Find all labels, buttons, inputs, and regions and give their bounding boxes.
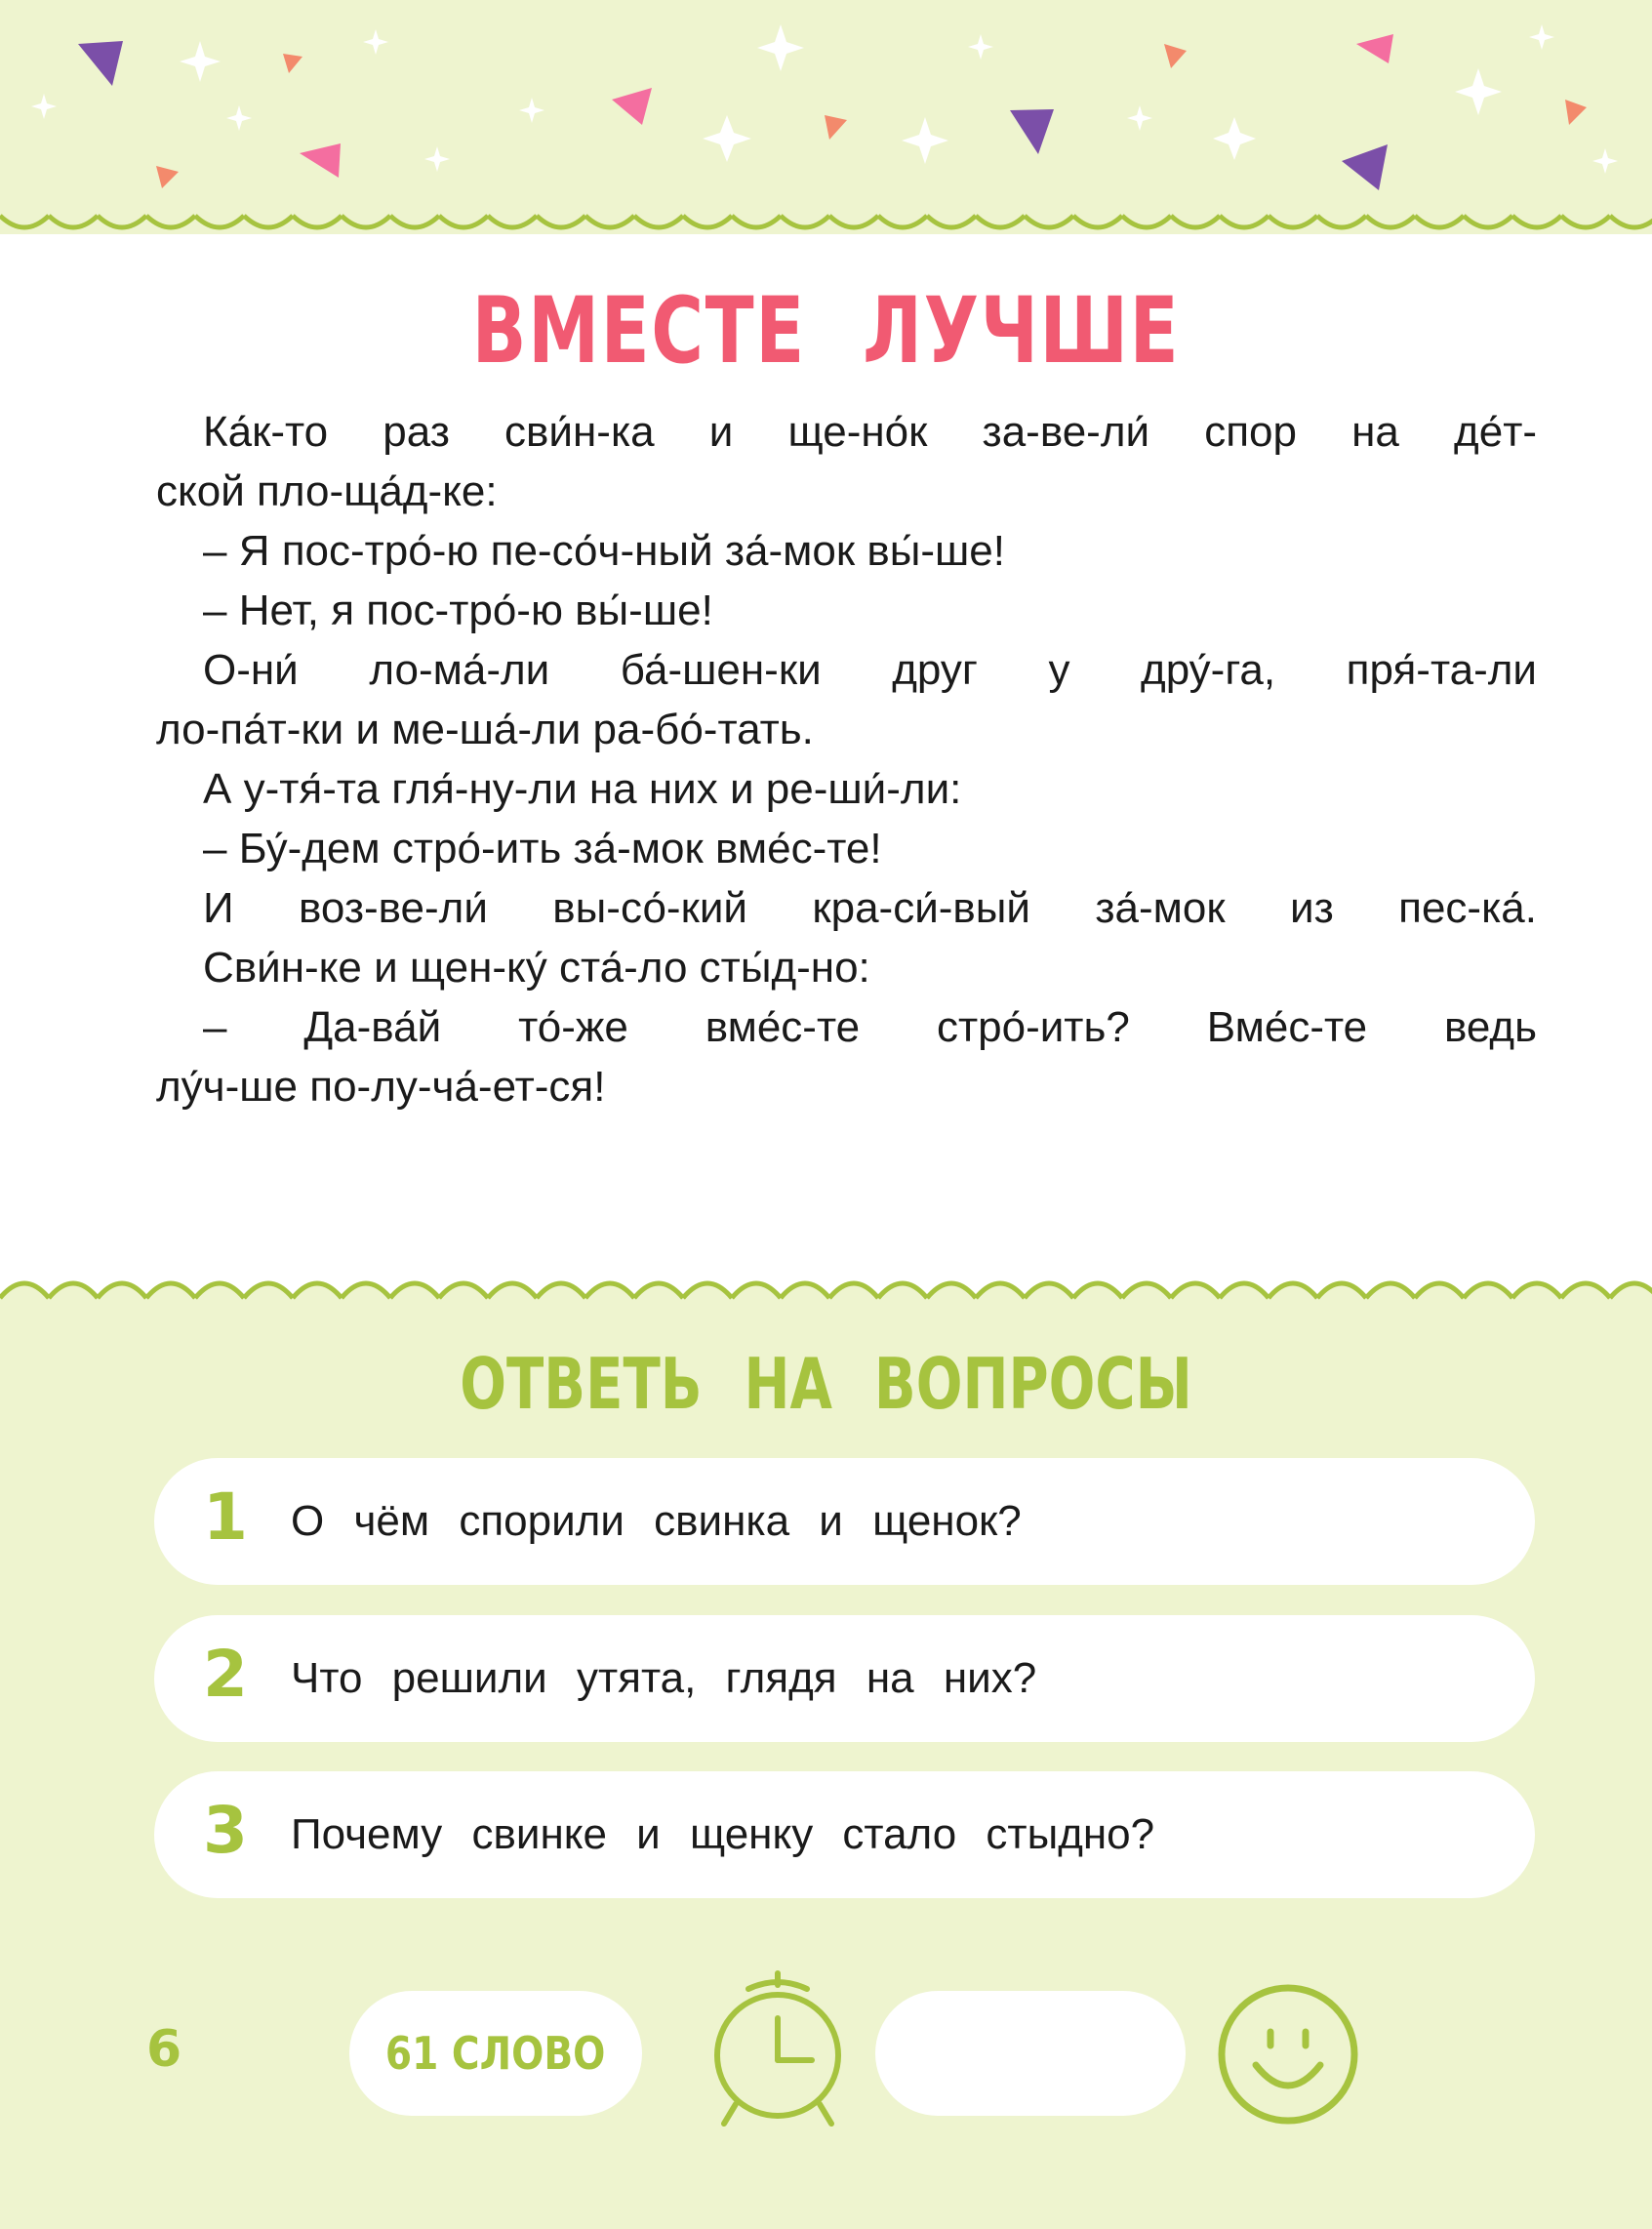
question-text: Что решили утята, глядя на них? [291, 1654, 1037, 1702]
story-line: А у-тя́-та гля́-ну-ли на них и ре-ши́-ли: [203, 765, 962, 813]
story-line: – Я пос-тро́-ю пе-со́ч-ный за́-мок вы́-ше! [203, 527, 1005, 575]
question-item-1 [154, 1458, 1535, 1585]
story-line: Сви́н-ке и щен-ку́ ста́-ло сты́д-но: [203, 944, 870, 992]
page-title: ВМЕСТЕ ЛУЧШЕ [471, 278, 1181, 385]
question-text: О чём спорили свинка и щенок? [291, 1497, 1022, 1545]
question-text: Почему свинке и щенку стало стыдно? [291, 1810, 1155, 1858]
question-number: 2 [203, 1637, 248, 1712]
page-number: 6 [146, 2020, 182, 2079]
top-scallop-border [0, 190, 1652, 249]
word-count-badge [349, 1991, 642, 2116]
question-item-3 [154, 1771, 1535, 1898]
questions-title: ОТВЕТЬ НА ВОПРОСЫ [460, 1343, 1192, 1425]
question-number: 1 [203, 1479, 248, 1555]
story-line: ло-па́т-ки и ме-ша́-ли ра-бо́-тать. [156, 706, 814, 753]
smiley-face-icon [1215, 1981, 1361, 2128]
question-number: 3 [203, 1793, 248, 1868]
story-text [156, 402, 1537, 1116]
question-item-2 [154, 1615, 1535, 1742]
story-line: И воз-ве-ли́ вы-со́-кий кра-си́-вый за́-мок из пес-ка́. [203, 884, 1537, 932]
time-input-field[interactable] [875, 1991, 1186, 2116]
alarm-clock-icon [705, 1967, 851, 2133]
word-count-label: 61 СЛОВО [385, 2027, 606, 2080]
story-line: О-ни́ ло-ма́-ли ба́-шен-ки друг у дру́-га, пря́-та-ли [203, 646, 1537, 694]
bottom-scallop-border [0, 1259, 1652, 1308]
story-line: лу́ч-ше по-лу-ча́-ет-ся! [156, 1063, 606, 1111]
story-line: – Бу́-дем стро́-ить за́-мок вме́с-те! [203, 825, 882, 872]
story-line: ской пло-ща́д-ке: [156, 467, 498, 515]
story-line: – Да-ва́й то́-же вме́с-те стро́-ить? Вме́с-те ведь [203, 1003, 1537, 1051]
story-line: Ка́к-то раз сви́н-ка и ще-но́к за-ве-ли́ спор на де́т- [203, 408, 1537, 456]
story-line: – Нет, я пос-тро́-ю вы́-ше! [203, 587, 713, 634]
